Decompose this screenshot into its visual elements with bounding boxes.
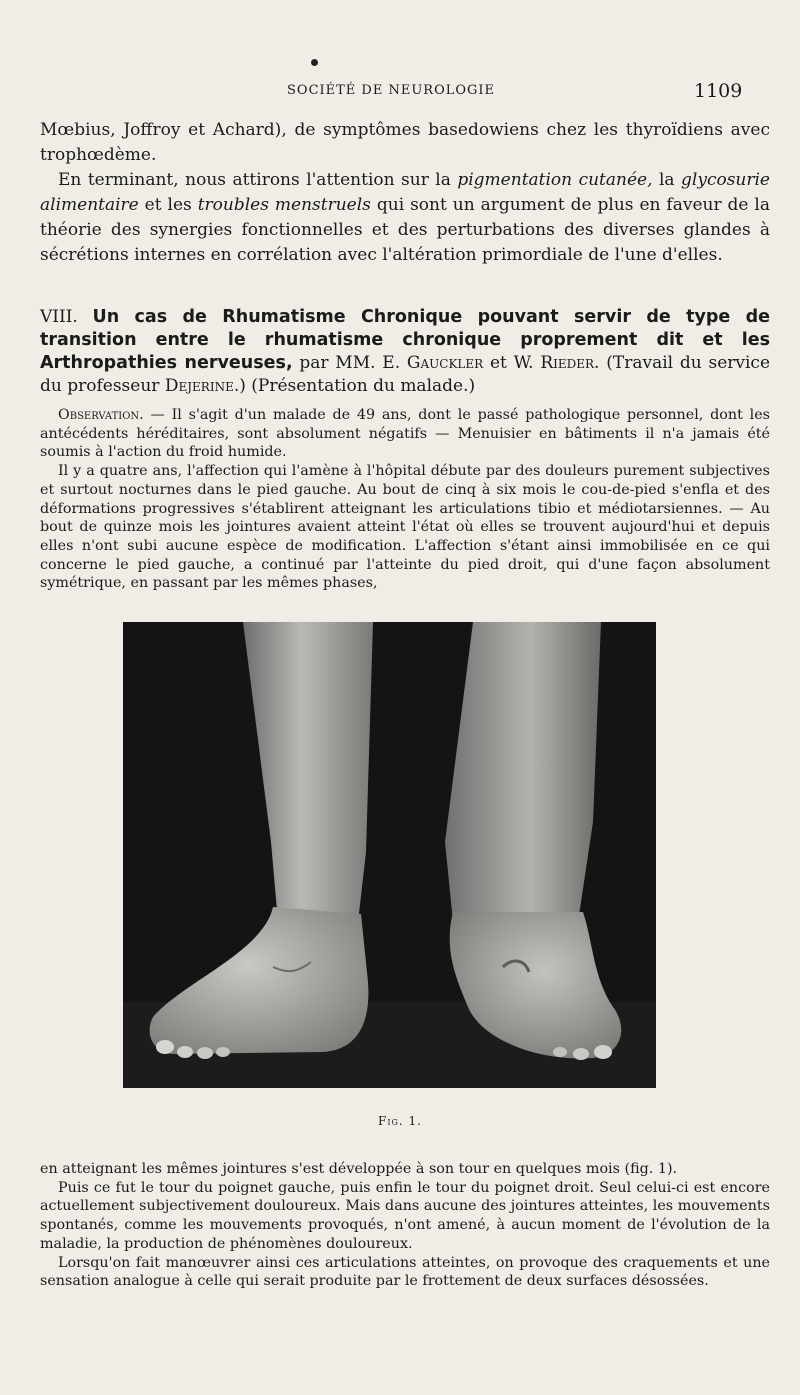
section-work: . (Travail du service du professeur	[40, 353, 770, 396]
observation-paragraph-1	[40, 406, 770, 462]
section-and: et W.	[483, 353, 541, 373]
section-title: Un cas de Rhumatisme Chronique pouvant servir de type de transition entre le rhumatisme chronique proprement dit et les Arthropathies nerveuses,	[40, 307, 771, 373]
intro-p2-emphasis-pigmentation: pigmentation cutanée,	[457, 170, 653, 190]
intro-p2-text-c: et les	[138, 195, 198, 215]
continuation-paragraph-1: en atteignant les mêmes jointures s'est développée à son tour en quelques mois (fig. 1).	[40, 1161, 678, 1177]
feet-photo-illustration	[123, 622, 656, 1088]
section-author-1: Gauckler	[406, 353, 484, 373]
section-by: par MM. E.	[292, 353, 407, 373]
section-end: .) (Présentation du malade.)	[233, 376, 476, 396]
ink-dot	[311, 59, 318, 66]
running-head	[0, 80, 800, 104]
continuation-paragraph-3: Lorsqu'on fait manœuvrer ainsi ces articulations atteintes, on provoque des craquements et une sensation analogue à celle qui serait produite par le frottement de deux surfaces désossées.	[40, 1254, 770, 1290]
intro-paragraph-2	[40, 168, 770, 268]
section-author-2: Rieder	[540, 353, 595, 373]
intro-p2-text-b: la	[652, 170, 682, 190]
continuation-block	[40, 1160, 770, 1291]
section-heading-block	[40, 306, 770, 398]
figure-caption: Fig. 1.	[378, 1114, 422, 1128]
intro-p2-text-a: En terminant, nous attirons l'attention sur la	[58, 170, 458, 190]
section-professor: Dejerine	[164, 376, 234, 396]
observation-label: Observation.	[58, 407, 144, 423]
section-number: VIII.	[40, 307, 78, 327]
intro-p2-emphasis-glycosurie: glycosurie alimentaire	[40, 170, 770, 215]
intro-p2-text-d: qui sont un argument de plus en faveur de la théorie des synergies fonctionnelles et des perturbations des diverses glandes à sécrétions internes en corrélation avec l'altération primordiale de l'une d'elles.	[40, 195, 771, 265]
observation-paragraph-2: Il y a quatre ans, l'affection qui l'amène à l'hôpital débute par des douleurs purement subjectives et surtout nocturnes dans le pied gauche. Au bout de cinq à six mois le cou-de-pied s'enfla et des déformations progressives s'établirent atteignant les articulations tibio et médiotarsiennes. — Au bout de quinze mois les jointures avaient atteint l'état où elles se trouvent aujourd'hui et depuis elles n'ont subi aucune espèce de modification. L'affection s'étant ainsi immobilisée en ce qui concerne le pied gauche, a continué par l'atteinte du pied droit, qui d'une façon absolument symétrique, en passant par les mêmes phases,	[40, 463, 770, 592]
section-heading	[40, 306, 770, 398]
figure-photo-feet	[123, 622, 656, 1088]
observation-text-1: — Il s'agit d'un malade de 49 ans, dont le passé pathologique personnel, dont les antécédents héréditaires, sont absolument négatifs — Menuisier en bâtiments il n'a jamais été soumis à l'action du froid humide.	[40, 407, 770, 461]
intro-p2-emphasis-troubles: troubles menstruels	[197, 195, 371, 215]
running-title: SOCIÉTÉ DE NEUROLOGIE	[287, 83, 496, 98]
observation-block	[40, 406, 770, 593]
continuation-paragraph-2: Puis ce fut le tour du poignet gauche, puis enfin le tour du poignet droit. Seul celui-ci est encore actuellement subjectivement douloureux. Mais dans aucune des jointures atteintes, les mouvements spontanés, comme les mouvements provoqués, n'ont amené, à aucun moment de l'évolution de la maladie, la production de phénomènes douloureux.	[40, 1179, 770, 1252]
page-number: 1109	[694, 80, 743, 102]
intro-text	[40, 118, 770, 268]
intro-paragraph-1: Mœbius, Joffroy et Achard), de symptômes basedowiens chez les thyroïdiens avec trophœdème.	[40, 120, 770, 165]
